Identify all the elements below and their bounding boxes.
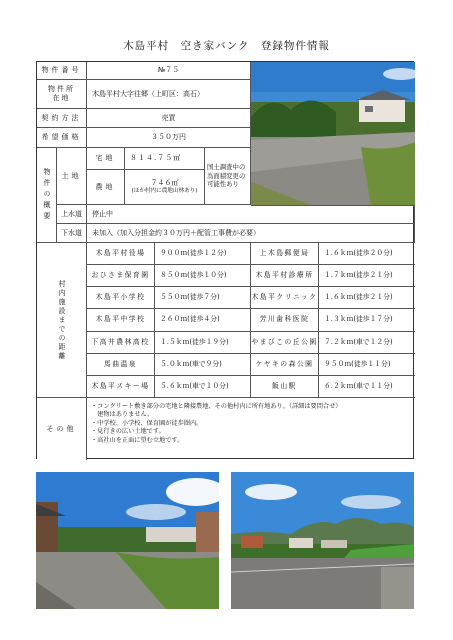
price-label: 希望価格 [37, 128, 87, 148]
note-line: ・コンクリート敷き部分の宅地と隣接農地、その他村内に所有地あり。（詳細は要問合せ） [91, 403, 342, 410]
property-photo-main [251, 62, 415, 206]
facility-distance: ８５０ｍ(徒歩１０分) [155, 265, 251, 287]
facility-distance: ６.２ｋｍ(車で１１分) [319, 376, 415, 398]
note-line: ・中学校、小学校、保育園が徒歩圏内。 [91, 419, 203, 427]
facility-distance: １.３ｋｍ(徒歩１７分) [319, 309, 415, 331]
price-value: ３５０万円 [87, 128, 251, 148]
facility-name: 飯山駅 [251, 376, 319, 398]
property-table [36, 61, 414, 459]
facility-distance: ７.２ｋｍ(車で１２分) [319, 332, 415, 354]
method-value: 売買 [87, 109, 251, 128]
farmland-note: (ほか村内に農地山林あり) [131, 188, 198, 194]
water-label: 上水道 [57, 205, 87, 224]
facility-name: ケヤキの森公園 [251, 354, 319, 376]
method-label: 契約方法 [37, 109, 87, 128]
property-photo-left [36, 472, 219, 609]
facilities-label: 村内施設までの距離 [37, 243, 87, 398]
sewer-value: 未加入（加入分担金約３０万円＋配管工事費が必要） [87, 224, 415, 243]
facility-name: おひさま保育園 [87, 265, 155, 287]
facility-name: 芳川歯科医院 [251, 309, 319, 331]
facility-distance: ５５０ｍ(徒歩７分) [155, 287, 251, 309]
property-photo-right [231, 472, 414, 609]
facility-distance: ５.６ｋｍ(車で１０分) [155, 376, 251, 398]
page-title: 木島平村 空き家バンク 登録物件情報 [123, 40, 330, 52]
facility-name: 木島平スキー場 [87, 376, 155, 398]
number-label: 物件番号 [37, 62, 87, 80]
land-note: 国土調査中の為面積変更の可能性あり [205, 148, 251, 205]
facility-distance: １.５ｋｍ(徒歩１９分) [155, 332, 251, 354]
farmland-value: ７４６㎡ [150, 179, 179, 187]
note-line: ・見行きの広い土地です。 [91, 428, 165, 436]
facility-distance: １.６ｋｍ(徒歩２０分) [319, 243, 415, 265]
facility-name: やまびこの丘公園 [251, 332, 319, 354]
other-notes [91, 403, 341, 445]
facility-name: 馬曲温泉 [87, 354, 155, 376]
facility-name: 木島平小学校 [87, 287, 155, 309]
facility-distance: ５.０ｋｍ(車で９分) [155, 354, 251, 376]
note-line: ・高社山を正面に望む立地です。 [91, 436, 184, 444]
facility-name: 木島平クリニック [251, 287, 319, 309]
address-value: 木島平村大字往郷（上町区：高石） [87, 80, 251, 109]
residential-label: 宅地 [87, 148, 125, 170]
water-value: 停止中 [87, 205, 415, 224]
residential-value: ８１４.７５㎡ [125, 148, 205, 170]
land-label: 土地 [57, 148, 87, 205]
facility-name: 木島平中学校 [87, 309, 155, 331]
facility-name: 木島平村診療所 [251, 265, 319, 287]
number-value: №７５ [87, 62, 251, 80]
facility-distance: １.７ｋｍ(徒歩２１分) [319, 265, 415, 287]
facility-name: 木島平村役場 [87, 243, 155, 265]
facility-distance: ２６０ｍ(徒歩４分) [155, 309, 251, 331]
other-label: その他 [37, 398, 87, 460]
facility-distance: １.６ｋｍ(徒歩２１分) [319, 287, 415, 309]
facility-name: 上木島郵便局 [251, 243, 319, 265]
note-line: 建物はありません。 [91, 411, 154, 419]
farmland-label: 農地 [87, 170, 125, 205]
farmland-cell [125, 170, 205, 205]
sewer-label: 下水道 [57, 224, 87, 243]
facility-distance: ９００ｍ(徒歩１２分) [155, 243, 251, 265]
facility-distance: ９５０ｍ(徒歩１１分) [319, 354, 415, 376]
facility-name: 下高井農林高校 [87, 332, 155, 354]
overview-label: 物件の概要 [37, 148, 57, 243]
address-label: 物件所在地 [37, 80, 87, 109]
